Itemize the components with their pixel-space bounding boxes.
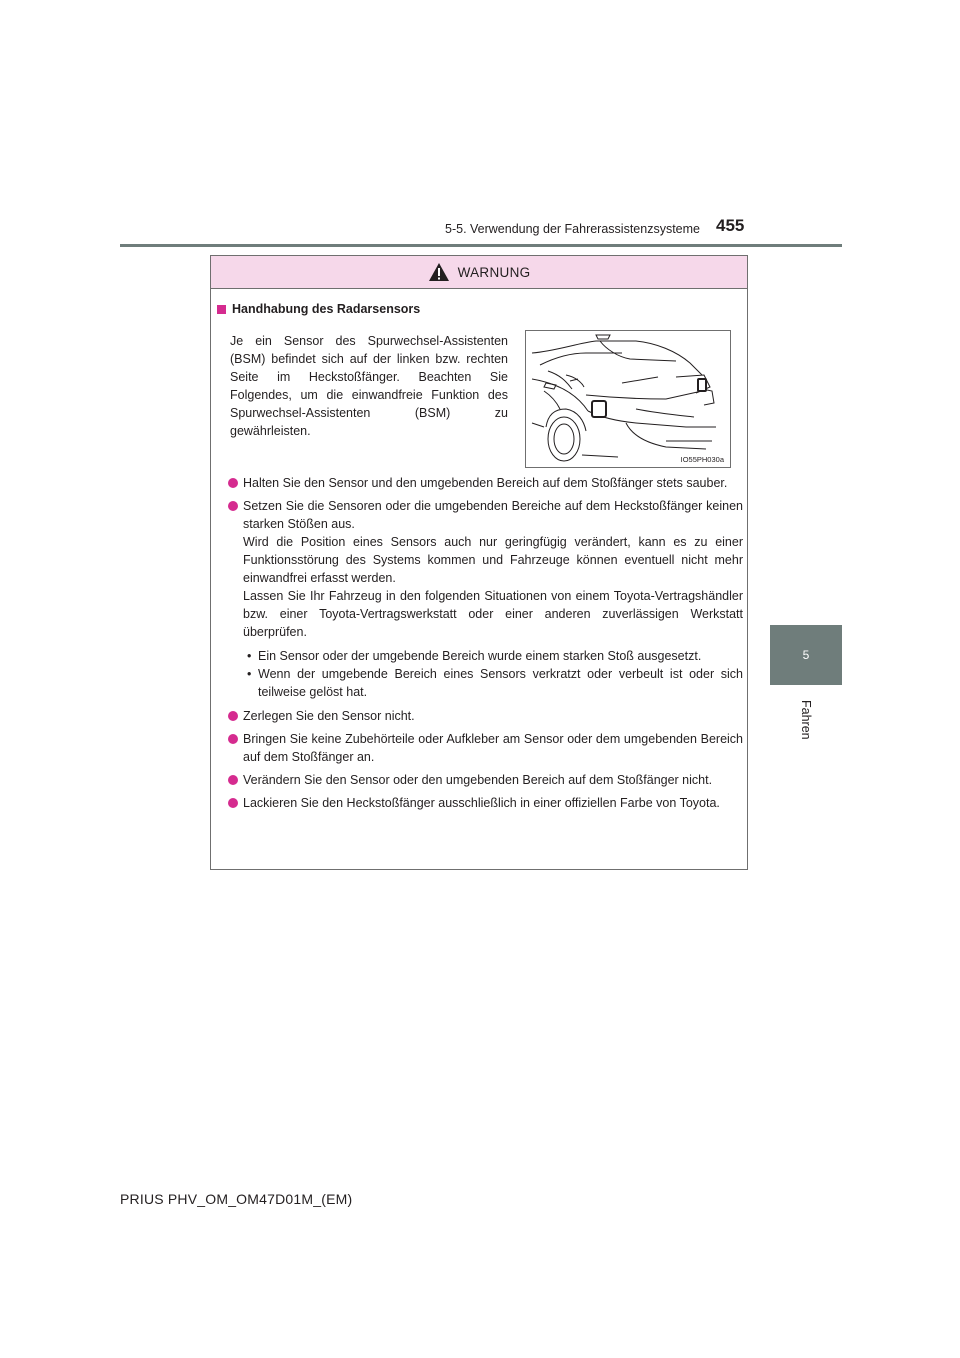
bullet-dot-icon <box>228 798 238 808</box>
intro-paragraph: Je ein Sensor des Spurwechsel-Assistenten (BSM) befindet sich auf der linken bzw. rechten Seite im Heckstoßfänger. Beachten Sie Folgendes, um die einwandfreie Funktion des Spurwechsel-Assistenten (BSM) zu gewährleisten. <box>230 334 508 438</box>
warning-list <box>228 474 743 817</box>
warning-triangle-icon <box>428 262 450 282</box>
square-bullet-icon <box>217 305 226 314</box>
list-item-text: Setzen Sie die Sensoren oder die umgebenden Bereiche auf dem Heckstoßfänger keinen starken Stößen aus. <box>243 499 743 531</box>
footer-doc-code: PRIUS PHV_OM_OM47D01M_(EM) <box>120 1191 353 1207</box>
bullet-dot-icon <box>228 478 238 488</box>
sub-list <box>247 647 743 701</box>
bullet-dot-icon <box>228 501 238 511</box>
section-heading-text: Handhabung des Radarsensors <box>232 302 421 316</box>
list-item <box>228 794 743 812</box>
bullet-dot-icon <box>228 711 238 721</box>
chapter-label-text: Fahren <box>799 700 813 740</box>
section-heading <box>217 302 420 316</box>
bullet-dot-icon <box>228 775 238 785</box>
bullet-dot-icon <box>228 734 238 744</box>
sub-list-item <box>247 665 743 701</box>
list-item <box>228 707 743 725</box>
list-item-text: Halten Sie den Sensor und den umgebenden Bereich auf dem Stoßfänger stets sauber. <box>243 476 728 490</box>
header-divider <box>120 244 842 247</box>
chapter-label <box>789 690 823 750</box>
warning-header <box>211 256 747 289</box>
list-item-text: Wird die Position eines Sensors auch nur geringfügig verändert, kann es zu einer Funktionsstörung des Systems kommen und Fahrzeuge können eventuell nicht mehr einwandfrei erfasst werden. <box>243 535 743 585</box>
list-item-text: Verändern Sie den Sensor oder den umgebenden Bereich auf dem Stoßfänger nicht. <box>243 773 713 787</box>
list-item-text: Lackieren Sie den Heckstoßfänger ausschließlich in einer offiziellen Farbe von Toyota. <box>243 796 720 810</box>
chapter-number: 5 <box>802 648 810 662</box>
list-item <box>228 730 743 766</box>
header-section-title: 5-5. Verwendung der Fahrerassistenzsysteme <box>445 222 700 236</box>
list-item <box>228 474 743 492</box>
figure-code: IO55PH030a <box>680 455 724 464</box>
sub-list-item-text: Ein Sensor oder der umgebende Bereich wurde einem starken Stoß ausgesetzt. <box>258 649 702 663</box>
sub-list-item <box>247 647 743 665</box>
sub-bullet-icon: • <box>247 649 252 663</box>
list-item <box>228 497 743 701</box>
figure-rear-bumper <box>525 330 731 468</box>
list-item-text: Lassen Sie Ihr Fahrzeug in den folgenden Situationen von einem Toyota-Vertragshändler bzw. einer Toyota-Vertragswerkstatt oder einer anderen zuverlässigen Werkstatt überprüfen. <box>243 589 743 639</box>
list-item-text: Bringen Sie keine Zubehörteile oder Aufkleber am Sensor oder dem umgebenden Bereich auf dem Stoßfänger an. <box>243 732 743 764</box>
list-item <box>228 771 743 789</box>
sub-list-item-text: Wenn der umgebende Bereich eines Sensors verkratzt oder verbeult ist oder sich teilweise gelöst hat. <box>258 667 743 699</box>
page-number: 455 <box>716 216 745 235</box>
car-rear-illustration <box>526 331 731 468</box>
chapter-tab[interactable] <box>770 625 842 685</box>
warning-title: WARNUNG <box>457 264 531 280</box>
warning-box <box>210 255 748 870</box>
list-item-text: Zerlegen Sie den Sensor nicht. <box>243 709 415 723</box>
sub-bullet-icon: • <box>247 667 252 681</box>
